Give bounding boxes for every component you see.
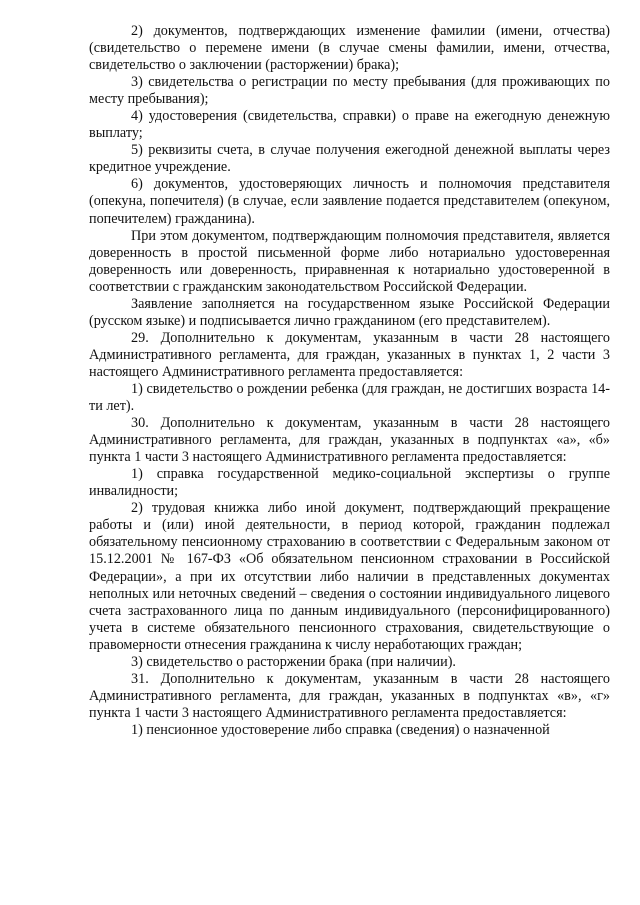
paragraph-item-6-representative-docs: 6) документов, удостоверяющих личность и полномочия представителя (опекуна, попечителя) (в случае, если заявление подается представителем (опекуном, попечителем) гражданина). [89,176,610,227]
paragraph-application-language: Заявление заполняется на государственном языке Российской Федерации (русском языке) и подписывается лично гражданином (его представителем). [89,295,610,329]
paragraph-section-29: 29. Дополнительно к документам, указанным в части 28 настоящего Административного регламента, для граждан, указанных в пунктах 1, 2 части 3 настоящего Административного регламента предоставляется: [89,329,610,380]
paragraph-section-30-item-3: 3) свидетельство о расторжении брака (при наличии). [131,653,456,670]
document-page [89,23,610,739]
paragraph-item-2-surname-change-docs: 2) документов, подтверждающих изменение фамилии (имени, отчества) (свидетельство о перемене имени (в случае смены фамилии, имени, отчества, свидетельство о заключении (расторжении) брака); [89,23,610,74]
paragraph-section-29-item-1: 1) свидетельство о рождении ребенка (для граждан, не достигших возраста 14-ти лет). [89,380,610,415]
paragraph-section-30: 30. Дополнительно к документам, указанным в части 28 настоящего Административного регламента, для граждан, указанных в подпунктах «а», «б» пункта 1 части 3 настоящего Административного регламента предоставляется: [89,415,610,466]
paragraph-section-31-item-1: 1) пенсионное удостоверение либо справка (сведения) о назначенной [131,721,550,738]
paragraph-item-5-account-details: 5) реквизиты счета, в случае получения ежегодной денежной выплаты через кредитное учреждение. [89,142,610,176]
paragraph-section-31: 31. Дополнительно к документам, указанным в части 28 настоящего Административного регламента, для граждан, указанных в подпунктах «в», «г» пункта 1 части 3 настоящего Административного регламента предоставляется: [89,670,610,721]
paragraph-item-4-certificate: 4) удостоверения (свидетельства, справки) о праве на ежегодную денежную выплату; [89,108,610,142]
paragraph-section-30-item-1: 1) справка государственной медико-социальной экспертизы о группе инвалидности; [89,466,610,500]
paragraph-section-30-item-2: 2) трудовая книжка либо иной документ, подтверждающий прекращение работы и (или) иной деятельности, в период которой, гражданин подлежал обязательному пенсионному страхованию в соответствии с Федеральным законом от 15.12.2001 № 167-ФЗ «Об обязательном пенсионном страховании в Российской Федерации», а при их отсутствии либо наличии в представленных документах неполных или неточных сведений – сведения о состоянии индивидуального лицевого счета застрахованного лица по данным индивидуального (персонифицированного) учета в системе обязательного пенсионного страхования, свидетельствующие о правомерности отнесения гражданина к числу неработающих граждан; [89,500,610,653]
paragraph-power-of-attorney: При этом документом, подтверждающим полномочия представителя, является доверенность в простой письменной форме либо нотариально удостоверенная доверенность или доверенность, приравненная к нотариально удостоверенной в соответствии с гражданским законодательством Российской Федерации. [89,227,610,295]
paragraph-item-3-registration: 3) свидетельства о регистрации по месту пребывания (для проживающих по месту пребывания); [89,74,610,108]
